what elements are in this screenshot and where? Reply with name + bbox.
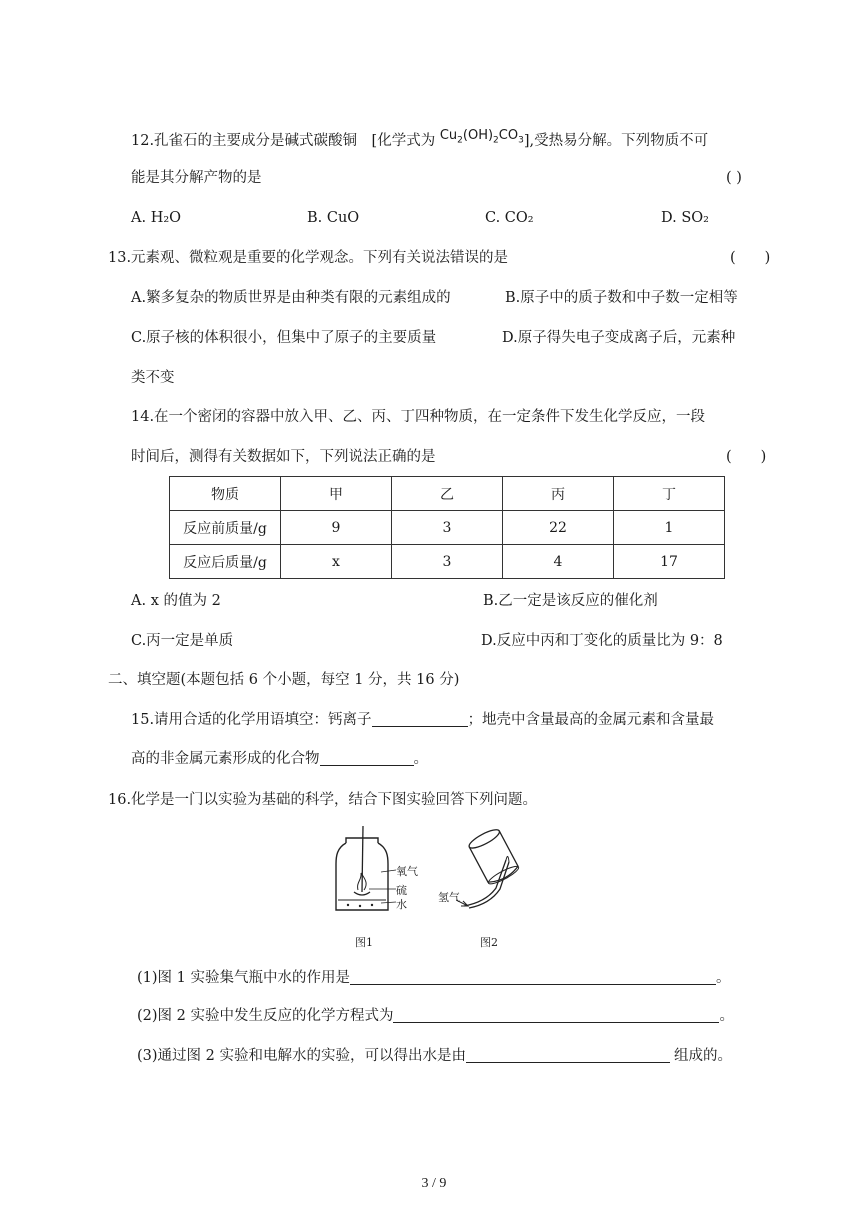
answer-blank[interactable] <box>350 968 716 985</box>
table-cell: 3 <box>392 545 503 579</box>
section-heading: 二、填空题(本题包括 6 个小题，每空 1 分，共 16 分) <box>108 672 460 688</box>
figure1-caption: 图1 <box>355 936 373 949</box>
figure2-caption: 图2 <box>480 936 498 949</box>
q15-line1 <box>131 710 714 730</box>
q14-line2: 时间后，测得有关数据如下，下列说法正确的是 <box>131 449 436 465</box>
q15-text: 15.请用合适的化学用语填空：钙离子 <box>131 712 372 728</box>
table-cell: x <box>281 545 392 579</box>
answer-blank[interactable] <box>372 710 468 727</box>
table-header-cell: 甲 <box>281 477 392 511</box>
q12-line1 <box>131 128 709 157</box>
table-cell: 反应前质量/g <box>170 511 281 545</box>
q13-option-a: A.繁多复杂的物质世界是由种类有限的元素组成的 <box>131 290 451 306</box>
figure2-beaker-illustration <box>456 826 536 918</box>
q16-sub2 <box>137 1006 734 1026</box>
q16-text: (2)图 2 实验中发生反应的化学方程式为 <box>137 1008 394 1024</box>
table-cell: 9 <box>281 511 392 545</box>
table-header-cell: 丙 <box>503 477 614 511</box>
q15-text: 。 <box>413 751 428 767</box>
q12-stem-part2: ],受热易分解。下列物质不可 <box>523 133 709 149</box>
q16-text: (1)图 1 实验集气瓶中水的作用是 <box>137 970 350 986</box>
table-header-cell: 丁 <box>614 477 725 511</box>
table-cell: 22 <box>503 511 614 545</box>
q12-option-b: B. CuO <box>307 210 360 226</box>
table-header-cell: 物质 <box>170 477 281 511</box>
table-row <box>170 511 725 545</box>
q12-chemical-formula: $Cu_2(OH)_2CO_3$ <box>439 128 524 146</box>
q15-line2 <box>131 749 428 769</box>
table-cell: 1 <box>614 511 725 545</box>
q14-option-a: A. x 的值为 2 <box>131 593 221 609</box>
answer-blank[interactable] <box>466 1046 670 1063</box>
q12-line2: 能是其分解产物的是 <box>131 170 262 186</box>
q12-option-a: A. H₂O <box>131 210 182 226</box>
q12-stem-part1: 12.孔雀石的主要成分是碱式碳酸铜 [化学式为 <box>131 133 436 149</box>
page-number: 3 / 9 <box>421 1176 447 1191</box>
table-header-cell: 乙 <box>392 477 503 511</box>
q16-text: 。 <box>719 1008 734 1024</box>
q16-stem: 16.化学是一门以实验为基础的科学，结合下图实验回答下列问题。 <box>108 792 538 808</box>
q16-sub1 <box>137 968 730 988</box>
q14-line1: 14.在一个密闭的容器中放入甲、乙、丙、丁四种物质，在一定条件下发生化学反应，一段 <box>131 409 706 425</box>
figure1-label-sulfur: 硫 <box>396 884 407 897</box>
q15-text: ；地壳中含量最高的金属元素和含量最 <box>467 712 715 728</box>
table-row <box>170 545 725 579</box>
q12-answer-bracket: ( ) <box>726 170 742 186</box>
q12-option-d: D. SO₂ <box>661 210 709 226</box>
q16-text: 。 <box>715 970 731 986</box>
table-cell: 17 <box>614 545 725 579</box>
q14-option-b: B.乙一定是该反应的催化剂 <box>483 593 658 609</box>
answer-blank[interactable] <box>320 749 414 766</box>
table-cell: 反应后质量/g <box>170 545 281 579</box>
q14-option-c: C.丙一定是单质 <box>131 633 234 649</box>
q14-option-d: D.反应中丙和丁变化的质量比为 9：8 <box>481 633 723 649</box>
q13-option-c: C.原子核的体积很小，但集中了原子的主要质量 <box>131 330 437 346</box>
q14-answer-bracket: ( ) <box>726 449 767 465</box>
q15-text: 高的非金属元素形成的化合物 <box>131 751 320 767</box>
figure1-label-oxygen: 氧气 <box>396 865 418 878</box>
q13-option-d: D.原子得失电子变成离子后，元素种 <box>502 330 736 346</box>
q14-data-table <box>169 476 725 579</box>
q13-option-b: B.原子中的质子数和中子数一定相等 <box>505 290 738 306</box>
figure2-label-hydrogen: 氢气 <box>438 891 460 904</box>
figure1-label-water: 水 <box>396 898 407 911</box>
q13-answer-bracket: ( ) <box>730 250 771 266</box>
q16-text: 组成的。 <box>673 1048 732 1064</box>
table-cell: 4 <box>503 545 614 579</box>
answer-blank[interactable] <box>393 1006 719 1023</box>
table-header-row <box>170 477 725 511</box>
q12-option-c: C. CO₂ <box>485 210 534 226</box>
q13-stem: 13.元素观、微粒观是重要的化学观念。下列有关说法错误的是 <box>108 250 509 266</box>
q13-option-d-cont: 类不变 <box>131 370 175 386</box>
q16-text: (3)通过图 2 实验和电解水的实验，可以得出水是由 <box>137 1048 466 1064</box>
table-cell: 3 <box>392 511 503 545</box>
q16-sub3 <box>137 1046 732 1066</box>
